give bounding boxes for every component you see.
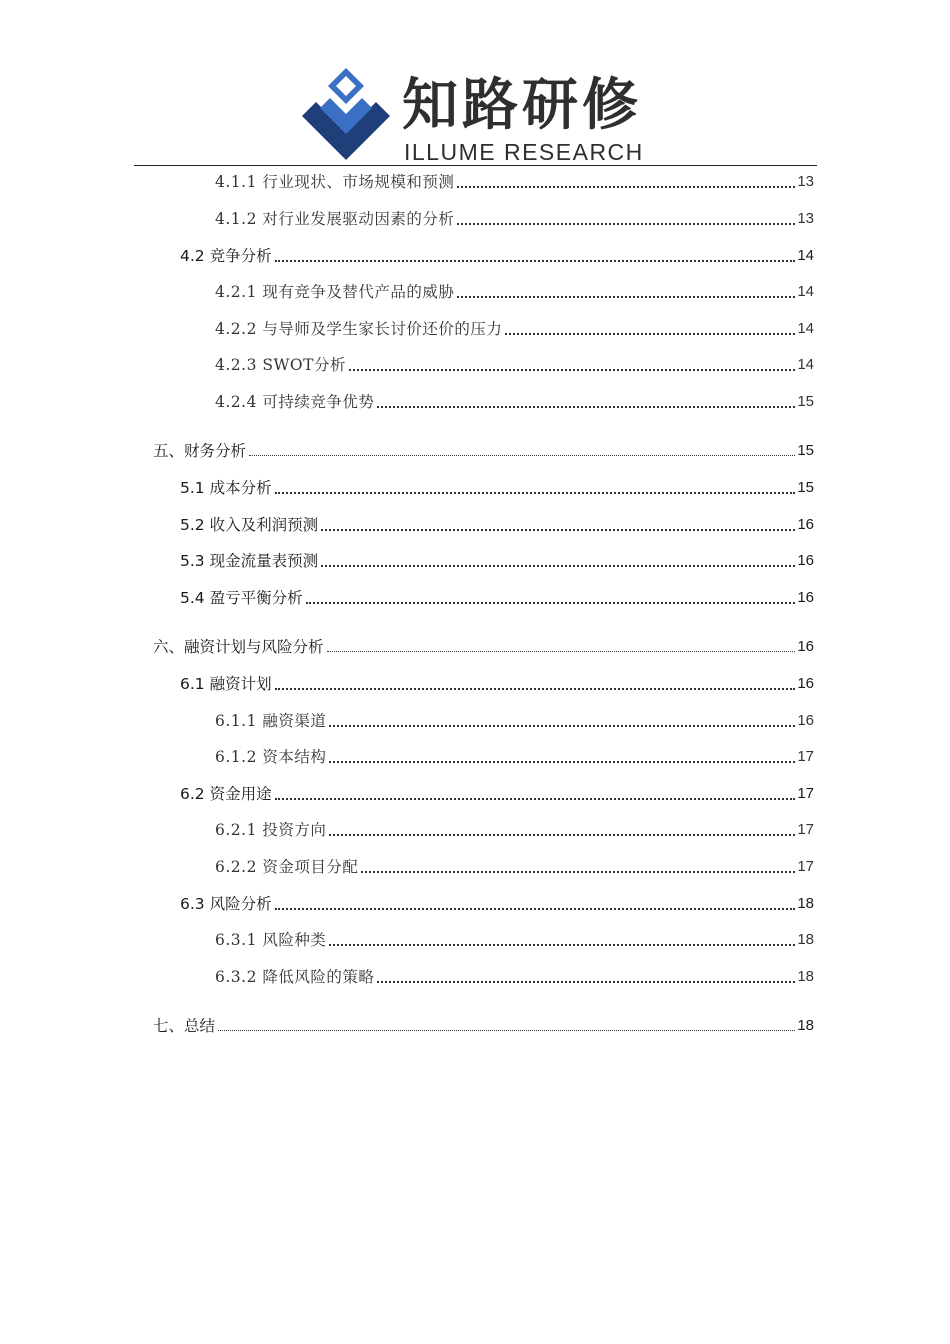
header-divider (134, 165, 817, 166)
toc-entry-page: 17 (797, 821, 814, 838)
toc-entry[interactable] (180, 477, 814, 499)
toc-entry-title: 4.2.3 SWOT分析 (215, 356, 346, 374)
logo-english-name: ILLUME RESEARCH (404, 139, 644, 165)
toc-leader-dots (457, 186, 795, 188)
toc-entry-page: 18 (797, 1017, 814, 1034)
toc-entry-title: 6.1.2 资本结构 (215, 748, 327, 766)
toc-entry-title: 6.1.1 融资渠道 (215, 712, 327, 730)
toc-entry[interactable] (153, 636, 814, 658)
toc-entry-page: 16 (797, 675, 814, 692)
toc-entry[interactable] (215, 966, 814, 988)
toc-leader-dots (329, 834, 795, 836)
toc-leader-dots (275, 908, 796, 910)
toc-entry-title: 4.2.4 可持续竞争优势 (215, 393, 375, 411)
toc-entry[interactable] (215, 354, 814, 376)
toc-entry-title: 4.1.1 行业现状、市场规模和预测 (215, 173, 455, 191)
toc-entry-page: 14 (797, 283, 814, 300)
toc-entry-title: 5.3 现金流量表预测 (180, 552, 319, 570)
page-header (0, 0, 950, 170)
toc-entry-title: 5.4 盈亏平衡分析 (180, 589, 303, 607)
logo-diamond-icon (298, 66, 394, 162)
toc-entry[interactable] (180, 783, 814, 805)
logo-chinese-name: 知路研修 (402, 73, 642, 138)
toc-entry[interactable] (215, 929, 814, 951)
toc-leader-dots (361, 871, 795, 873)
toc-entry[interactable] (180, 245, 814, 267)
toc-entry-page: 17 (797, 785, 814, 802)
toc-entry-title: 5.1 成本分析 (180, 479, 272, 497)
toc-entry-title: 6.3.2 降低风险的策略 (215, 968, 375, 986)
toc-leader-dots (275, 688, 796, 690)
toc-entry-title: 6.2.2 资金项目分配 (215, 858, 359, 876)
toc-entry[interactable] (153, 440, 814, 462)
toc-entry[interactable] (215, 281, 814, 303)
toc-leader-dots (329, 725, 795, 727)
toc-entry[interactable] (180, 587, 814, 609)
toc-entry-page: 15 (797, 479, 814, 496)
toc-entry-title: 6.3.1 风险种类 (215, 931, 327, 949)
toc-entry-title: 4.1.2 对行业发展驱动因素的分析 (215, 210, 455, 228)
toc-entry-title: 6.3 风险分析 (180, 895, 272, 913)
toc-entry-title: 4.2 竞争分析 (180, 247, 272, 265)
toc-entry[interactable] (215, 819, 814, 841)
toc-entry-page: 18 (797, 931, 814, 948)
toc-entry[interactable] (215, 746, 814, 768)
toc-entry-page: 16 (797, 638, 814, 655)
toc-entry-page: 18 (797, 968, 814, 985)
toc-entry[interactable] (180, 550, 814, 572)
toc-entry-title: 六、融资计划与风险分析 (153, 638, 324, 656)
toc-leader-dots (249, 455, 795, 456)
toc-leader-dots (329, 761, 795, 763)
toc-leader-dots (321, 529, 795, 531)
toc-leader-dots (349, 369, 795, 371)
toc-leader-dots (327, 651, 796, 652)
toc-leader-dots (306, 602, 796, 604)
toc-entry[interactable] (153, 1015, 814, 1037)
toc-entry[interactable] (215, 710, 814, 732)
toc-leader-dots (275, 492, 796, 494)
toc-entry[interactable] (215, 318, 814, 340)
toc-leader-dots (275, 260, 796, 262)
toc-entry[interactable] (180, 514, 814, 536)
toc-entry-page: 15 (797, 393, 814, 410)
toc-entry-title: 5.2 收入及利润预测 (180, 516, 319, 534)
toc-leader-dots (377, 406, 795, 408)
toc-entry[interactable] (215, 171, 814, 193)
toc-entry-page: 16 (797, 712, 814, 729)
toc-leader-dots (275, 798, 796, 800)
toc-entry[interactable] (215, 208, 814, 230)
toc-entry-page: 13 (797, 173, 814, 190)
toc-entry-title: 五、财务分析 (153, 442, 247, 460)
toc-entry-page: 13 (797, 210, 814, 227)
toc-leader-dots (457, 296, 795, 298)
toc-leader-dots (505, 333, 795, 335)
toc-entry-title: 6.1 融资计划 (180, 675, 272, 693)
toc-entry-page: 14 (797, 247, 814, 264)
toc-leader-dots (218, 1030, 795, 1031)
toc-entry[interactable] (215, 856, 814, 878)
toc-leader-dots (321, 565, 795, 567)
toc-leader-dots (457, 223, 795, 225)
toc-entry-page: 14 (797, 356, 814, 373)
toc-leader-dots (329, 944, 795, 946)
toc-leader-dots (377, 981, 795, 983)
toc-entry-page: 15 (797, 442, 814, 459)
toc-entry[interactable] (215, 391, 814, 413)
toc-entry-title: 4.2.2 与导师及学生家长讨价还价的压力 (215, 320, 503, 338)
toc-entry-page: 18 (797, 895, 814, 912)
toc-entry-page: 16 (797, 516, 814, 533)
toc-entry-page: 16 (797, 589, 814, 606)
toc-entry-page: 17 (797, 748, 814, 765)
toc-entry-title: 6.2 资金用途 (180, 785, 272, 803)
toc-entry-title: 4.2.1 现有竞争及替代产品的威胁 (215, 283, 455, 301)
toc-entry-page: 14 (797, 320, 814, 337)
toc-entry-page: 16 (797, 552, 814, 569)
toc-entry-title: 七、总结 (153, 1017, 216, 1035)
toc-entry[interactable] (180, 893, 814, 915)
toc-entry[interactable] (180, 673, 814, 695)
toc-entry-page: 17 (797, 858, 814, 875)
toc-entry-title: 6.2.1 投资方向 (215, 821, 327, 839)
